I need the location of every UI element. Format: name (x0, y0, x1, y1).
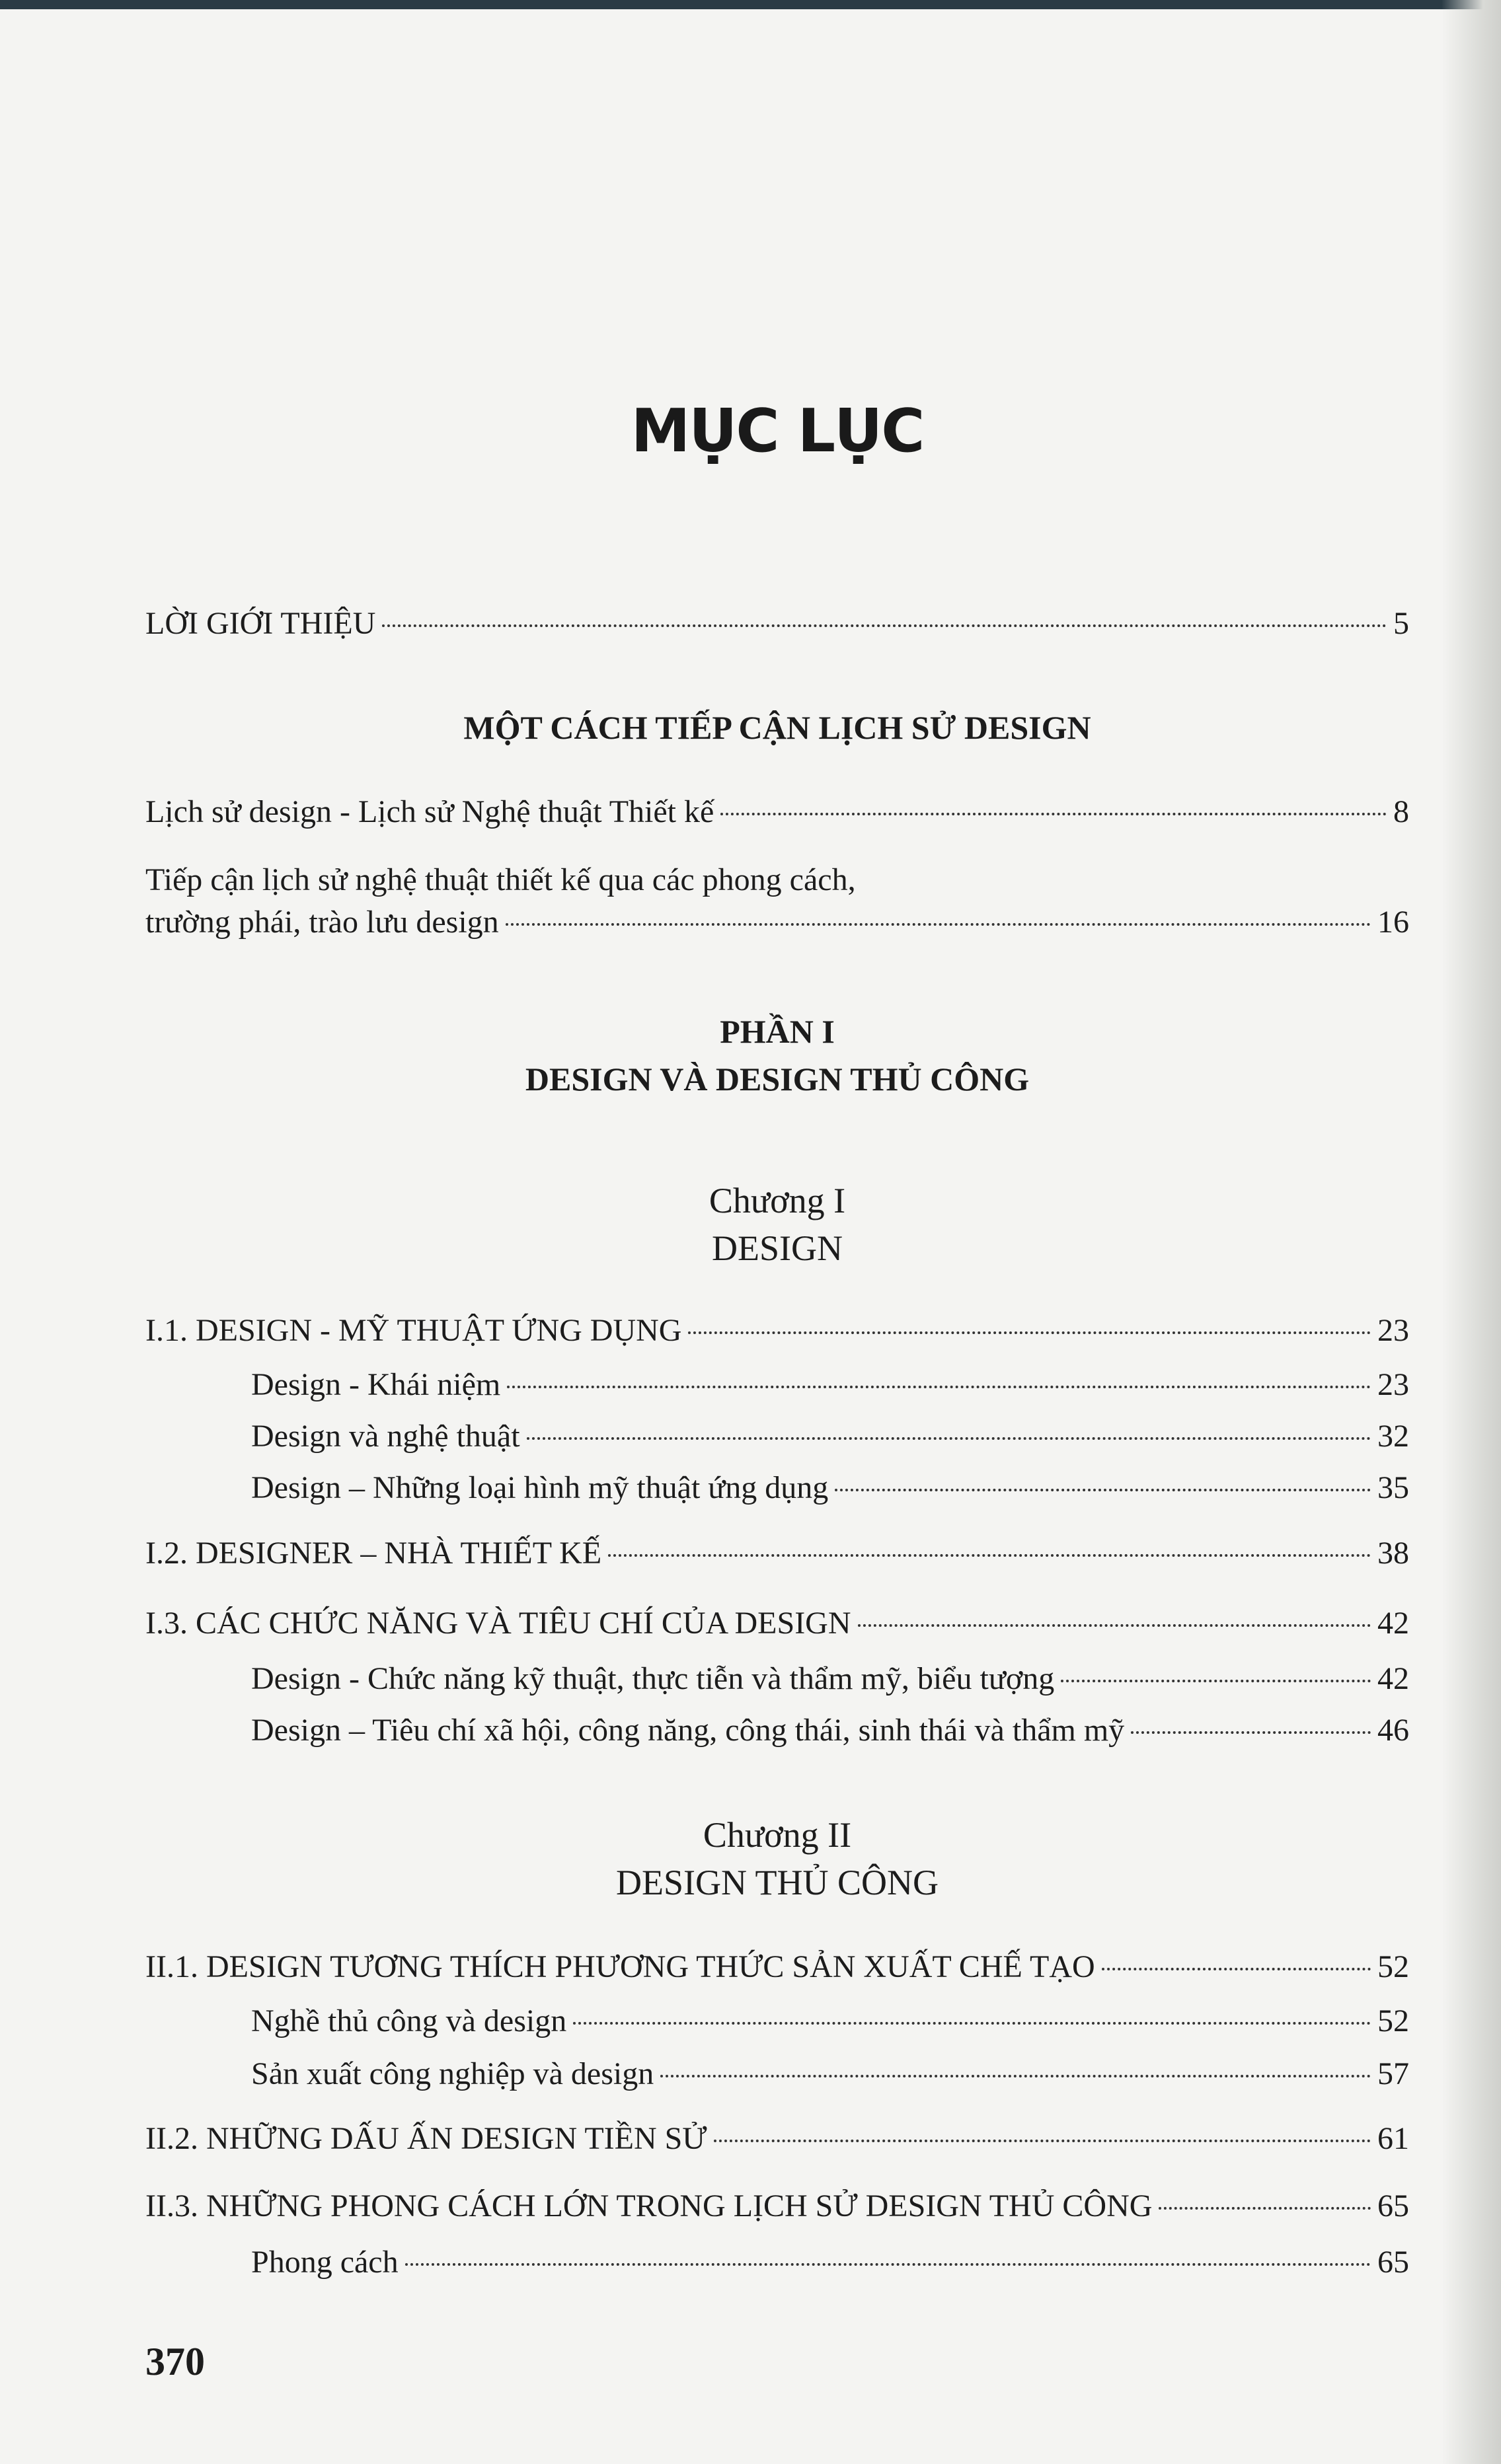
toc-entry-label: Design - Chức năng kỹ thuật, thực tiễn và thẩm mỹ, biểu tượng (251, 1661, 1055, 1696)
leader-dots (382, 624, 1387, 627)
toc-page-number: 52 (1377, 1949, 1409, 1984)
toc-entry[interactable] (145, 1312, 1409, 1350)
toc-subentry[interactable] (251, 2002, 1409, 2040)
leader-dots (720, 813, 1387, 815)
toc-page-number: 46 (1377, 1713, 1409, 1748)
chapter-heading-line2: DESIGN THỦ CÔNG (615, 1863, 939, 1902)
leader-dots (660, 2075, 1371, 2077)
toc-page-number: 61 (1377, 2121, 1409, 2156)
leader-dots (1061, 1680, 1371, 1682)
toc-page-number: 65 (1377, 2245, 1409, 2280)
part-heading-line1: PHẦN I (720, 1013, 835, 1050)
toc-entry-label: Phong cách (251, 2245, 399, 2280)
leader-dots (405, 2263, 1371, 2266)
leader-dots (507, 1386, 1371, 1388)
toc-entry-label: II.3. NHỮNG PHONG CÁCH LỚN TRONG LỊCH SỬ DESIGN THỦ CÔNG (145, 2188, 1153, 2223)
leader-dots (506, 923, 1371, 926)
toc-subentry[interactable] (251, 2055, 1409, 2093)
leader-dots (688, 1331, 1371, 1334)
leader-dots (573, 2022, 1371, 2025)
section-heading-approach: MỘT CÁCH TIẾP CẬN LỊCH SỬ DESIGN (463, 709, 1091, 746)
toc-entry-label: II.2. NHỮNG DẤU ẤN DESIGN TIỀN SỬ (145, 2121, 707, 2156)
toc-entry[interactable] (145, 1948, 1409, 1986)
leader-dots (608, 1554, 1371, 1557)
toc-entry[interactable] (145, 793, 1409, 831)
toc-page-number: 38 (1377, 1536, 1409, 1571)
toc-subentry[interactable] (251, 1660, 1409, 1698)
toc-entry[interactable] (145, 2120, 1409, 2158)
toc-entry-label: Design - Khái niệm (251, 1367, 501, 1402)
toc-entry[interactable] (145, 1604, 1409, 1643)
toc-page-number: 5 (1393, 606, 1409, 641)
document-page (145, 0, 1409, 2464)
toc-entry-label: II.1. DESIGN TƯƠNG THÍCH PHƯƠNG THỨC SẢN XUẤT CHẾ TẠO (145, 1949, 1095, 1984)
toc-entry-label-line1: Tiếp cận lịch sử nghệ thuật thiết kế qua các phong cách, (145, 862, 856, 897)
toc-page-number: 52 (1377, 2003, 1409, 2038)
toc-page-number: 57 (1377, 2056, 1409, 2091)
toc-page-number: 65 (1377, 2188, 1409, 2223)
toc-entry-label: Design – Tiêu chí xã hội, công năng, công thái, sinh thái và thẩm mỹ (251, 1713, 1125, 1748)
toc-page-number: 8 (1393, 794, 1409, 829)
leader-dots (1159, 2207, 1371, 2210)
toc-entry-label-line2: trường phái, trào lưu design (145, 905, 499, 940)
toc-page-number: 23 (1377, 1367, 1409, 1402)
page-number: 370 (145, 2340, 205, 2383)
leader-dots (1102, 1968, 1371, 1970)
chapter-heading-line1: Chương I (709, 1181, 846, 1220)
toc-page-number: 35 (1377, 1470, 1409, 1505)
toc-page-number: 42 (1377, 1661, 1409, 1696)
page-right-shadow (1442, 0, 1501, 2464)
leader-dots (835, 1489, 1371, 1491)
toc-entry-label: LỜI GIỚI THIỆU (145, 606, 376, 641)
leader-dots (527, 1437, 1371, 1440)
toc-entry-label: Sản xuất công nghiệp và design (251, 2056, 654, 2091)
toc-page-number: 42 (1377, 1606, 1409, 1641)
toc-entry-multiline[interactable] (145, 859, 1409, 944)
toc-entry-intro[interactable] (145, 605, 1409, 643)
toc-subentry[interactable] (251, 2243, 1409, 2282)
toc-subentry[interactable] (251, 1366, 1409, 1404)
toc-entry-label: I.2. DESIGNER – NHÀ THIẾT KẾ (145, 1536, 602, 1571)
toc-entry-label: Design và nghệ thuật (251, 1419, 520, 1454)
toc-entry-label: I.3. CÁC CHỨC NĂNG VÀ TIÊU CHÍ CỦA DESIGN (145, 1606, 851, 1641)
toc-entry[interactable] (145, 2187, 1409, 2225)
leader-dots (858, 1624, 1371, 1627)
toc-subentry[interactable] (251, 1469, 1409, 1507)
toc-page-number: 16 (1377, 905, 1409, 940)
toc-page-number: 32 (1377, 1419, 1409, 1454)
toc-entry[interactable] (145, 1534, 1409, 1573)
toc-subentry[interactable] (251, 1417, 1409, 1456)
toc-subentry[interactable] (251, 1711, 1409, 1750)
leader-dots (714, 2140, 1371, 2142)
chapter-heading-line2: DESIGN (712, 1228, 843, 1268)
toc-entry-label: Lịch sử design - Lịch sử Nghệ thuật Thiết kế (145, 794, 714, 829)
toc-entry-label: I.1. DESIGN - MỸ THUẬT ỨNG DỤNG (145, 1313, 682, 1348)
toc-entry-label: Nghề thủ công và design (251, 2003, 567, 2038)
part-heading-line2: DESIGN VÀ DESIGN THỦ CÔNG (525, 1061, 1030, 1098)
leader-dots (1131, 1731, 1371, 1734)
toc-entry-label: Design – Những loại hình mỹ thuật ứng dụng (251, 1470, 829, 1505)
toc-page-number: 23 (1377, 1313, 1409, 1348)
page-title: MỤC LỤC (631, 396, 924, 466)
chapter-heading-line1: Chương II (703, 1815, 852, 1855)
